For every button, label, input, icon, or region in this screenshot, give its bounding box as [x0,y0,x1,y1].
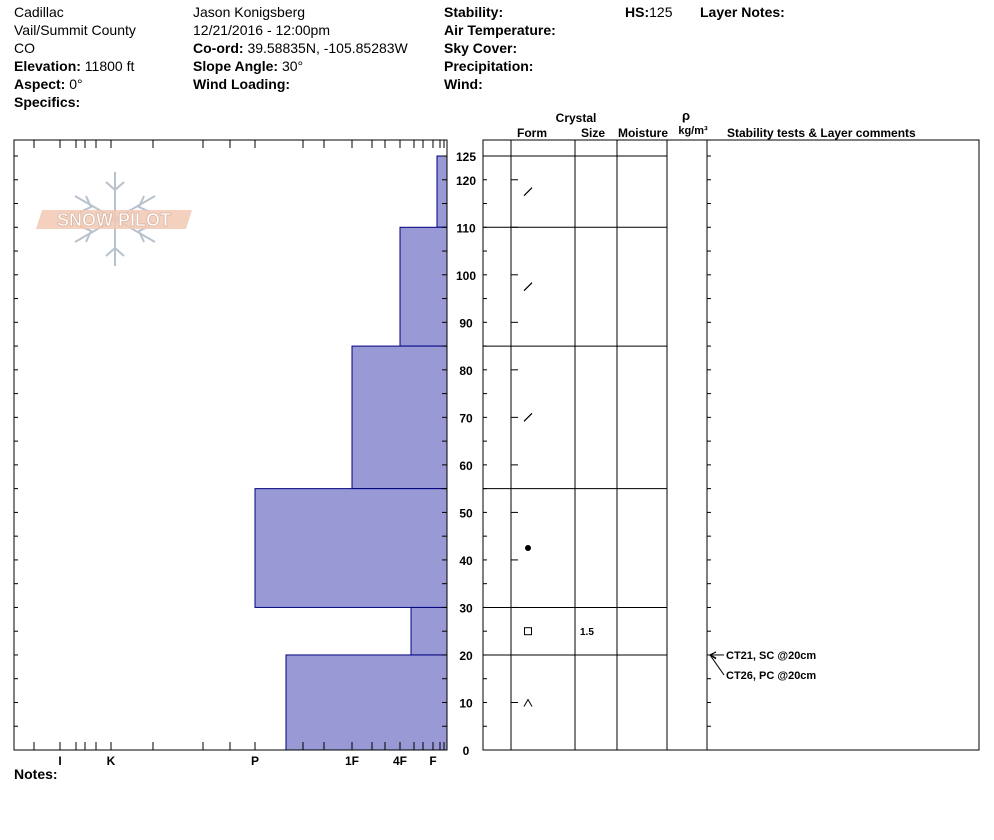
faceted-symbol [525,628,532,635]
depth-hoar-symbol [524,699,532,706]
elevation-label: Elevation: [14,58,81,74]
wind-loading-label: Wind Loading: [193,76,291,92]
size-header: Size [580,126,606,140]
depth-tick-label: 40 [459,553,473,568]
decomposing-symbol [524,413,532,421]
hs-label: HS: [625,4,650,20]
depth-tick-label: 60 [459,458,473,473]
state: CO [14,40,35,56]
depth-tick-label: 90 [459,316,473,331]
hardness-tick-label: 1F [344,754,360,768]
aspect-value: 0° [69,76,83,92]
hardness-tick-label: I [58,754,62,768]
range: Vail/Summit County [14,22,136,38]
depth-tick-label: 50 [459,506,473,521]
depth-tick-label: 0 [462,744,470,758]
hardness-bar [255,489,447,608]
stability-test-label: CT21, SC @20cm [726,649,817,662]
slope-value: 30° [281,58,304,74]
rho-header: ρ [681,108,691,123]
depth-tick-label: 120 [455,173,477,188]
logo-text: SNOW PILOT [57,210,171,230]
slope-label: Slope Angle: [193,58,279,74]
depth-tick-label: 10 [459,696,473,711]
depth-tick-label: 100 [455,268,477,283]
stability-test-pointer [710,655,724,675]
hs-value: 125 [649,4,673,20]
decomposing-symbol [524,283,532,291]
crystal-size: 1.5 [580,627,594,639]
depth-tick-label: 20 [459,648,473,663]
datetime: 12/21/2016 - 12:00pm [193,22,330,38]
specifics-label: Specifics: [14,94,81,110]
wind-label: Wind: [444,76,483,92]
depth-tick-label: 110 [456,221,476,236]
hardness-tick-label: 4F [392,754,408,768]
air-temp-label: Air Temperature: [444,22,556,38]
stability-test-label: CT26, PC @20cm [726,669,817,682]
hardness-bar [286,655,447,750]
crystal-table [483,140,979,750]
stability-header: Stability tests & Layer comments [727,126,916,140]
decomposing-symbol [524,188,532,196]
depth-tick-label: 70 [459,411,473,426]
coord-label: Co-ord: [193,40,244,56]
stability-label: Stability: [444,4,504,20]
hardness-bar [437,156,447,227]
hardness-bars [255,156,447,750]
density-unit-header: kg/m³ [678,125,708,137]
notes-label: Notes: [14,766,58,782]
aspect-label: Aspect: [14,76,66,92]
depth-tick-label: 30 [459,601,473,616]
snowpilot-logo [36,172,192,266]
crystal-header: Crystal [555,111,597,125]
elevation-value: 11800 ft [84,58,135,74]
hardness-bar [411,607,447,655]
sky-cover-label: Sky Cover: [444,40,518,56]
hardness-tick-label: F [429,754,437,768]
precip-label: Precipitation: [444,58,534,74]
depth-tick-label: 80 [459,363,473,378]
moisture-header: Moisture [617,126,669,140]
layer-notes-label: Layer Notes: [700,4,785,20]
hardness-tick-label: K [106,754,116,768]
hardness-tick-label: P [250,754,260,768]
observer: Jason Konigsberg [193,4,306,20]
form-header: Form [517,126,547,140]
hardness-bar [400,227,447,346]
depth-tick-label: 125 [455,150,477,164]
hardness-bar [352,346,447,489]
coord-value: 39.58835N, -105.85283W [247,40,408,56]
rounded-grain-symbol [525,545,531,551]
location: Cadillac [14,4,64,20]
